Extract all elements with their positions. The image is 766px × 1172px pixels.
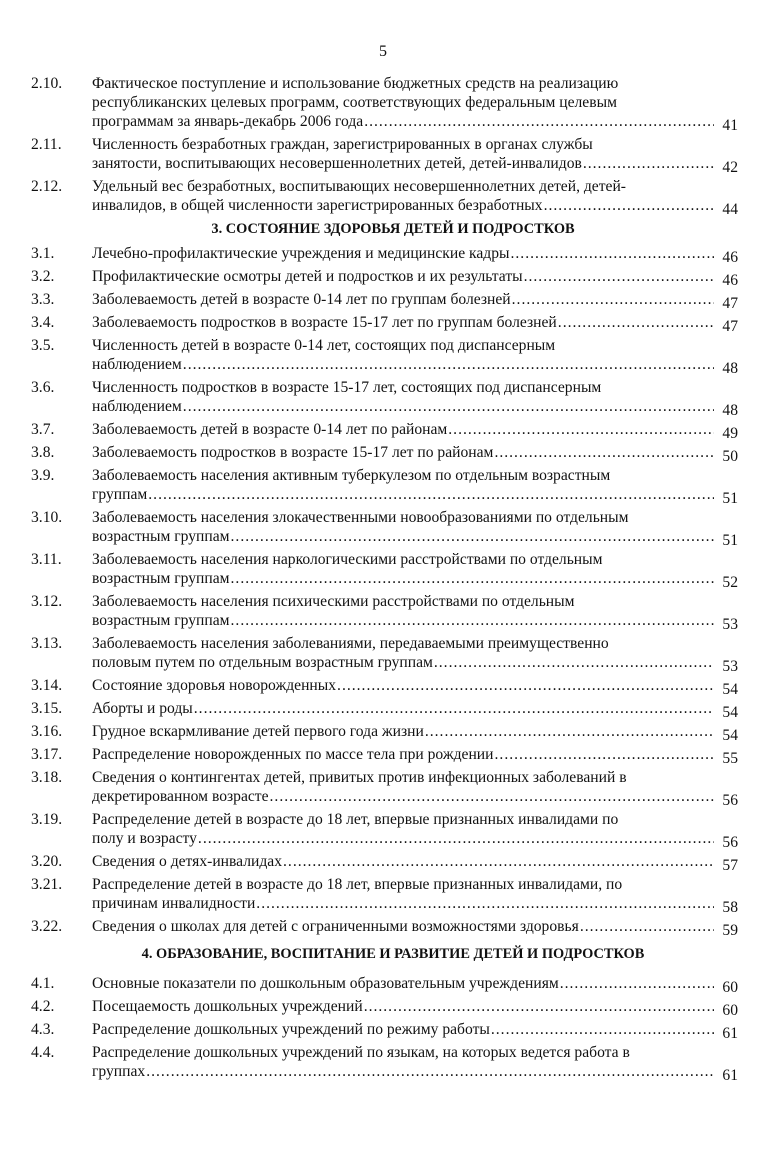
toc-entry-title [92, 244, 714, 263]
dot-leader [231, 569, 714, 588]
toc-entry-title-line: Основные показатели по дошкольным образовательным учреждениям [92, 975, 559, 992]
toc-entry-title [92, 592, 714, 630]
toc-entry-title-line: половым путем по отдельным возрастным группам [92, 654, 433, 671]
dot-leader [231, 527, 714, 546]
dot-leader [146, 1062, 714, 1081]
toc-entry-number: 3.11. [31, 551, 62, 568]
toc-entry-number: 4.2. [31, 998, 55, 1015]
toc-entry-title-line: причинам инвалидности [92, 895, 256, 912]
toc-entry-title-line: Сведения о контингентах детей, привитых против инфекционных заболеваний в [92, 769, 627, 786]
table-of-contents [0, 74, 766, 1085]
dot-leader [544, 196, 714, 215]
toc-entry [0, 1020, 766, 1042]
toc-group-4 [0, 974, 766, 1084]
toc-entry-page: 52 [722, 574, 738, 591]
toc-entry-title-line: Удельный вес безработных, воспитывающих несовершеннолетних детей, детей- [92, 178, 627, 195]
toc-entry-title [92, 135, 714, 173]
toc-entry-page: 53 [722, 616, 738, 633]
toc-entry-title [92, 550, 714, 588]
dot-leader [580, 917, 714, 936]
toc-entry-title-line: Распределение дошкольных учреждений по языкам, на которых ведется работа в [92, 1044, 630, 1061]
toc-entry-page: 46 [722, 249, 738, 266]
toc-entry-title-line: Распределение новорожденных по массе тела при рождении [92, 746, 494, 763]
dot-leader [231, 611, 714, 630]
dot-leader [194, 699, 714, 718]
toc-entry-title-line: Распределение детей в возрасте до 18 лет, впервые признанных инвалидами, по [92, 876, 623, 893]
toc-entry [0, 997, 766, 1019]
dot-leader [524, 267, 714, 286]
toc-entry-page: 47 [722, 295, 738, 312]
toc-entry [0, 466, 766, 507]
toc-entry-number: 3.7. [31, 421, 55, 438]
dot-leader [494, 443, 714, 462]
dot-leader [183, 355, 714, 374]
toc-entry-title-line: Посещаемость дошкольных учреждений [92, 998, 363, 1015]
toc-entry-title-line: группах [92, 1063, 146, 1080]
toc-entry [0, 768, 766, 809]
dot-leader [183, 397, 714, 416]
toc-entry-title-line: наблюдением [92, 356, 182, 373]
dot-leader [364, 112, 714, 131]
toc-entry-page: 53 [722, 658, 738, 675]
toc-entry-title [92, 378, 714, 416]
toc-entry-title-line: возрастным группам [92, 612, 230, 629]
toc-entry [0, 378, 766, 419]
dot-leader [148, 485, 714, 504]
toc-entry-title [92, 466, 714, 504]
toc-entry-page: 54 [722, 727, 738, 744]
toc-entry-title-line: Фактическое поступление и использование бюджетных средств на реализацию [92, 75, 619, 92]
dot-leader [495, 745, 714, 764]
toc-entry-number: 3.1. [31, 245, 55, 262]
toc-entry-page: 56 [722, 792, 738, 809]
toc-entry [0, 290, 766, 312]
toc-entry-title-line: Заболеваемость населения наркологическими расстройствами по отдельным [92, 551, 603, 568]
toc-entry-title-line: Заболеваемость детей в возрасте 0-14 лет по районам [92, 421, 448, 438]
toc-entry-title-line: декретированном возрасте [92, 788, 269, 805]
toc-entry-title-line: Лечебно-профилактические учреждения и медицинские кадры [92, 245, 510, 262]
toc-entry [0, 1043, 766, 1084]
toc-entry-title [92, 336, 714, 374]
toc-entry [0, 852, 766, 874]
toc-entry-title-line: Заболеваемость населения активным туберкулезом по отдельным возрастным [92, 467, 611, 484]
toc-entry-number: 3.4. [31, 314, 55, 331]
toc-entry-title-line: Грудное вскармливание детей первого года жизни [92, 723, 424, 740]
toc-entry-number: 3.3. [31, 291, 55, 308]
toc-entry-number: 3.21. [31, 876, 63, 893]
toc-entry-number: 3.16. [31, 723, 63, 740]
dot-leader [558, 313, 714, 332]
toc-entry-page: 51 [722, 532, 738, 549]
dot-leader [364, 997, 714, 1016]
toc-entry-page: 50 [722, 448, 738, 465]
toc-entry [0, 875, 766, 916]
toc-entry-title-line: полу и возрасту [92, 830, 197, 847]
toc-entry-title [92, 974, 714, 993]
toc-entry-title [92, 508, 714, 546]
dot-leader [256, 894, 714, 913]
toc-entry [0, 135, 766, 176]
toc-group-2 [0, 74, 766, 218]
toc-entry-title-line: Численность детей в возрасте 0-14 лет, состоящих под диспансерным [92, 337, 556, 354]
toc-entry-title [92, 313, 714, 332]
toc-entry-number: 3.5. [31, 337, 55, 354]
dot-leader [270, 787, 714, 806]
toc-entry-number: 3.20. [31, 853, 63, 870]
toc-entry-page: 54 [722, 681, 738, 698]
dot-leader [337, 676, 714, 695]
toc-entry-page: 41 [722, 117, 738, 134]
toc-entry-title-line: Сведения о школах для детей с ограниченными возможностями здоровья [92, 918, 579, 935]
toc-entry [0, 336, 766, 377]
toc-entry-number: 3.12. [31, 593, 63, 610]
toc-entry-page: 56 [722, 834, 738, 851]
toc-entry-page: 59 [722, 922, 738, 939]
dot-leader [583, 154, 714, 173]
toc-entry-title-line: Распределение детей в возрасте до 18 лет, впервые признанных инвалидами по [92, 811, 619, 828]
dot-leader [283, 852, 714, 871]
toc-entry-number: 3.6. [31, 379, 55, 396]
toc-entry-title-line: республиканских целевых программ, соответствующих федеральным целевым [92, 94, 617, 111]
toc-entry-title [92, 768, 714, 806]
toc-entry [0, 722, 766, 744]
toc-entry-number: 3.15. [31, 700, 63, 717]
toc-entry [0, 745, 766, 767]
toc-entry-title-line: Аборты и роды [92, 700, 193, 717]
toc-entry-title-line: Распределение дошкольных учреждений по режиму работы [92, 1021, 490, 1038]
toc-entry-title [92, 443, 714, 462]
toc-entry-title-line: Заболеваемость детей в возрасте 0-14 лет по группам болезней [92, 291, 511, 308]
toc-entry-page: 58 [722, 899, 738, 916]
toc-entry-page: 51 [722, 490, 738, 507]
toc-entry [0, 592, 766, 633]
toc-entry-number: 3.8. [31, 444, 55, 461]
toc-entry-page: 55 [722, 750, 738, 767]
toc-entry-title-line: программам за январь-декабрь 2006 года [92, 113, 364, 130]
toc-entry-page: 61 [722, 1067, 738, 1084]
toc-entry-title [92, 676, 714, 695]
toc-entry [0, 267, 766, 289]
toc-entry-title [92, 1043, 714, 1081]
toc-entry-title [92, 177, 714, 215]
toc-entry-page: 60 [722, 1002, 738, 1019]
section-heading-3: 3. СОСТОЯНИЕ ЗДОРОВЬЯ ДЕТЕЙ И ПОДРОСТКОВ [211, 221, 575, 237]
toc-entry [0, 177, 766, 218]
toc-entry-title [92, 1020, 714, 1039]
toc-entry-title [92, 722, 714, 741]
toc-entry [0, 420, 766, 442]
toc-entry-page: 61 [722, 1025, 738, 1042]
toc-entry-number: 4.1. [31, 975, 55, 992]
toc-entry-number: 3.18. [31, 769, 63, 786]
toc-entry-number: 3.22. [31, 918, 63, 935]
dot-leader [434, 653, 714, 672]
page-number: 5 [379, 43, 387, 60]
toc-entry-title [92, 997, 714, 1016]
toc-entry-page: 57 [722, 857, 738, 874]
toc-entry [0, 313, 766, 335]
toc-entry-number: 2.12. [31, 178, 63, 195]
dot-leader [511, 244, 715, 263]
toc-entry-page: 48 [722, 402, 738, 419]
toc-entry-title-line: Профилактические осмотры детей и подростков и их результаты [92, 268, 523, 285]
toc-entry-title-line: занятости, воспитывающих несовершеннолетних детей, детей-инвалидов [92, 155, 582, 172]
toc-entry-number: 3.10. [31, 509, 63, 526]
toc-entry-title [92, 74, 714, 131]
toc-entry [0, 676, 766, 698]
toc-entry-title [92, 810, 714, 848]
toc-entry-number: 3.19. [31, 811, 63, 828]
toc-entry-title [92, 745, 714, 764]
toc-entry [0, 550, 766, 591]
toc-entry-page: 47 [722, 318, 738, 335]
toc-entry-page: 54 [722, 704, 738, 721]
toc-entry-title [92, 917, 714, 936]
toc-entry-title-line: Состояние здоровья новорожденных [92, 677, 337, 694]
toc-entry-page: 48 [722, 360, 738, 377]
toc-entry-title [92, 420, 714, 439]
toc-entry-title [92, 634, 714, 672]
toc-entry-page: 44 [722, 201, 738, 218]
toc-entry-title-line: возрастным группам [92, 528, 230, 545]
toc-entry [0, 634, 766, 675]
toc-entry [0, 443, 766, 465]
toc-entry-title-line: Заболеваемость населения психическими расстройствами по отдельным [92, 593, 575, 610]
toc-entry-title-line: инвалидов, в общей численности зарегистрированных безработных [92, 197, 543, 214]
toc-entry [0, 74, 766, 134]
toc-entry-number: 3.13. [31, 635, 63, 652]
toc-entry-number: 4.4. [31, 1044, 55, 1061]
toc-entry-page: 46 [722, 272, 738, 289]
toc-entry-number: 3.9. [31, 467, 55, 484]
toc-entry-title-line: Численность подростков в возрасте 15-17 лет, состоящих под диспансерным [92, 379, 602, 396]
dot-leader [198, 829, 714, 848]
toc-entry-title-line: Заболеваемость населения заболеваниями, передаваемыми преимущественно [92, 635, 609, 652]
toc-entry-title-line: Численность безработных граждан, зарегистрированных в органах службы [92, 136, 593, 153]
toc-entry-title-line: Заболеваемость подростков в возрасте 15-17 лет по группам болезней [92, 314, 557, 331]
section-heading-4: 4. ОБРАЗОВАНИЕ, ВОСПИТАНИЕ И РАЗВИТИЕ ДЕТЕЙ И ПОДРОСТКОВ [141, 946, 645, 962]
toc-entry-title [92, 875, 714, 913]
toc-entry-page: 49 [722, 425, 738, 442]
dot-leader [560, 974, 714, 993]
toc-entry-title [92, 852, 714, 871]
toc-entry-page: 60 [722, 979, 738, 996]
toc-entry-number: 3.14. [31, 677, 63, 694]
toc-entry-number: 3.2. [31, 268, 55, 285]
toc-entry-title-line: Сведения о детях-инвалидах [92, 853, 283, 870]
toc-entry-title-line: группам [92, 486, 148, 503]
toc-group-3 [0, 244, 766, 939]
toc-entry [0, 917, 766, 939]
toc-entry [0, 810, 766, 851]
toc-entry [0, 508, 766, 549]
toc-entry-page: 42 [722, 159, 738, 176]
toc-entry-number: 4.3. [31, 1021, 55, 1038]
toc-entry-title-line: возрастным группам [92, 570, 230, 587]
toc-entry-number: 2.11. [31, 136, 62, 153]
toc-entry-number: 3.17. [31, 746, 63, 763]
toc-entry-title [92, 267, 714, 286]
toc-entry [0, 974, 766, 996]
dot-leader [512, 290, 714, 309]
toc-entry-title [92, 290, 714, 309]
dot-leader [448, 420, 714, 439]
toc-entry [0, 244, 766, 266]
toc-entry-number: 2.10. [31, 75, 63, 92]
toc-entry-title-line: Заболеваемость подростков в возрасте 15-17 лет по районам [92, 444, 494, 461]
toc-entry [0, 699, 766, 721]
dot-leader [425, 722, 714, 741]
toc-entry-title-line: наблюдением [92, 398, 182, 415]
dot-leader [491, 1020, 714, 1039]
toc-entry-title-line: Заболеваемость населения злокачественными новообразованиями по отдельным [92, 509, 629, 526]
toc-entry-title [92, 699, 714, 718]
